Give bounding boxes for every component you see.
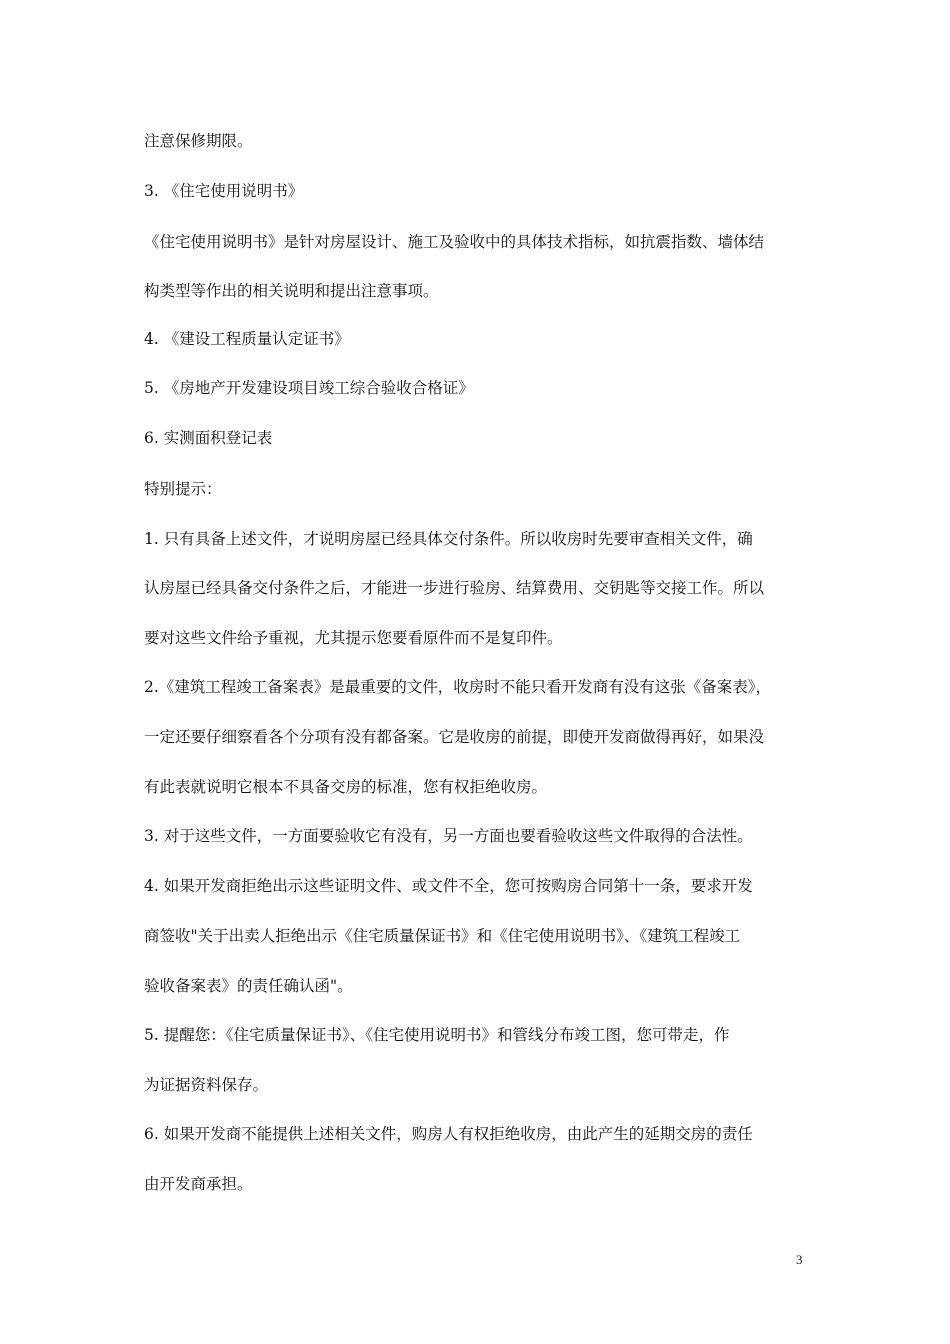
text-line: 为证据资料保存。 [144, 1076, 269, 1094]
text-line: 3. 对于这些文件，一方面要验收它有没有，另一方面也要看验收这些文件取得的合法性。 [144, 827, 753, 845]
text-line: 1. 只有具备上述文件，才说明房屋已经具体交付条件。所以收房时先要审查相关文件，确 [144, 530, 753, 548]
text-line: 构类型等作出的相关说明和提出注意事项。 [144, 282, 439, 300]
text-line: 4. 《建设工程质量认定证书》 [144, 330, 350, 348]
text-line: 注意保修期限。 [144, 132, 253, 150]
text-line: 6. 如果开发商不能提供上述相关文件，购房人有权拒绝收房，由此产生的延期交房的责任 [144, 1125, 753, 1143]
text-line: 验收备案表》的责任确认函"。 [144, 977, 353, 995]
text-line: 特别提示： [144, 480, 222, 498]
text-line: 认房屋已经具备交付条件之后，才能进一步进行验房、结算费用、交钥匙等交接工作。所以 [144, 579, 765, 597]
text-line: 由开发商承担。 [144, 1175, 253, 1193]
text-line: 4. 如果开发商拒绝出示这些证明文件、或文件不全，您可按购房合同第十一条，要求开发 [144, 877, 753, 895]
text-line: 3. 《住宅使用说明书》 [144, 182, 304, 200]
text-line: 一定还要仔细察看各个分项有没有都备案。它是收房的前提，即使开发商做得再好，如果没 [144, 728, 765, 746]
text-line: 5. 提醒您：《住宅质量保证书》、《住宅使用说明书》和管线分布竣工图，您可带走，作 [144, 1026, 730, 1044]
text-line: 2.《建筑工程竣工备案表》是最重要的文件，收房时不能只看开发商有没有这张《备案表》， [144, 678, 772, 696]
page-number: 3 [796, 1252, 803, 1267]
text-line: 6. 实测面积登记表 [144, 429, 273, 447]
text-line: 有此表就说明它根本不具备交房的标准，您有权拒绝收房。 [144, 778, 548, 796]
text-line: 商签收"关于出卖人拒绝出示《住宅质量保证书》和《住宅使用说明书》、《建筑工程竣工 [144, 927, 741, 945]
text-line: 要对这些文件给予重视，尤其提示您要看原件而不是复印件。 [144, 629, 563, 647]
text-line: 《住宅使用说明书》是针对房屋设计、施工及验收中的具体技术指标，如抗震指数、墙体结 [144, 233, 765, 251]
text-line: 5. 《房地产开发建设项目竣工综合验收合格证》 [144, 379, 474, 397]
